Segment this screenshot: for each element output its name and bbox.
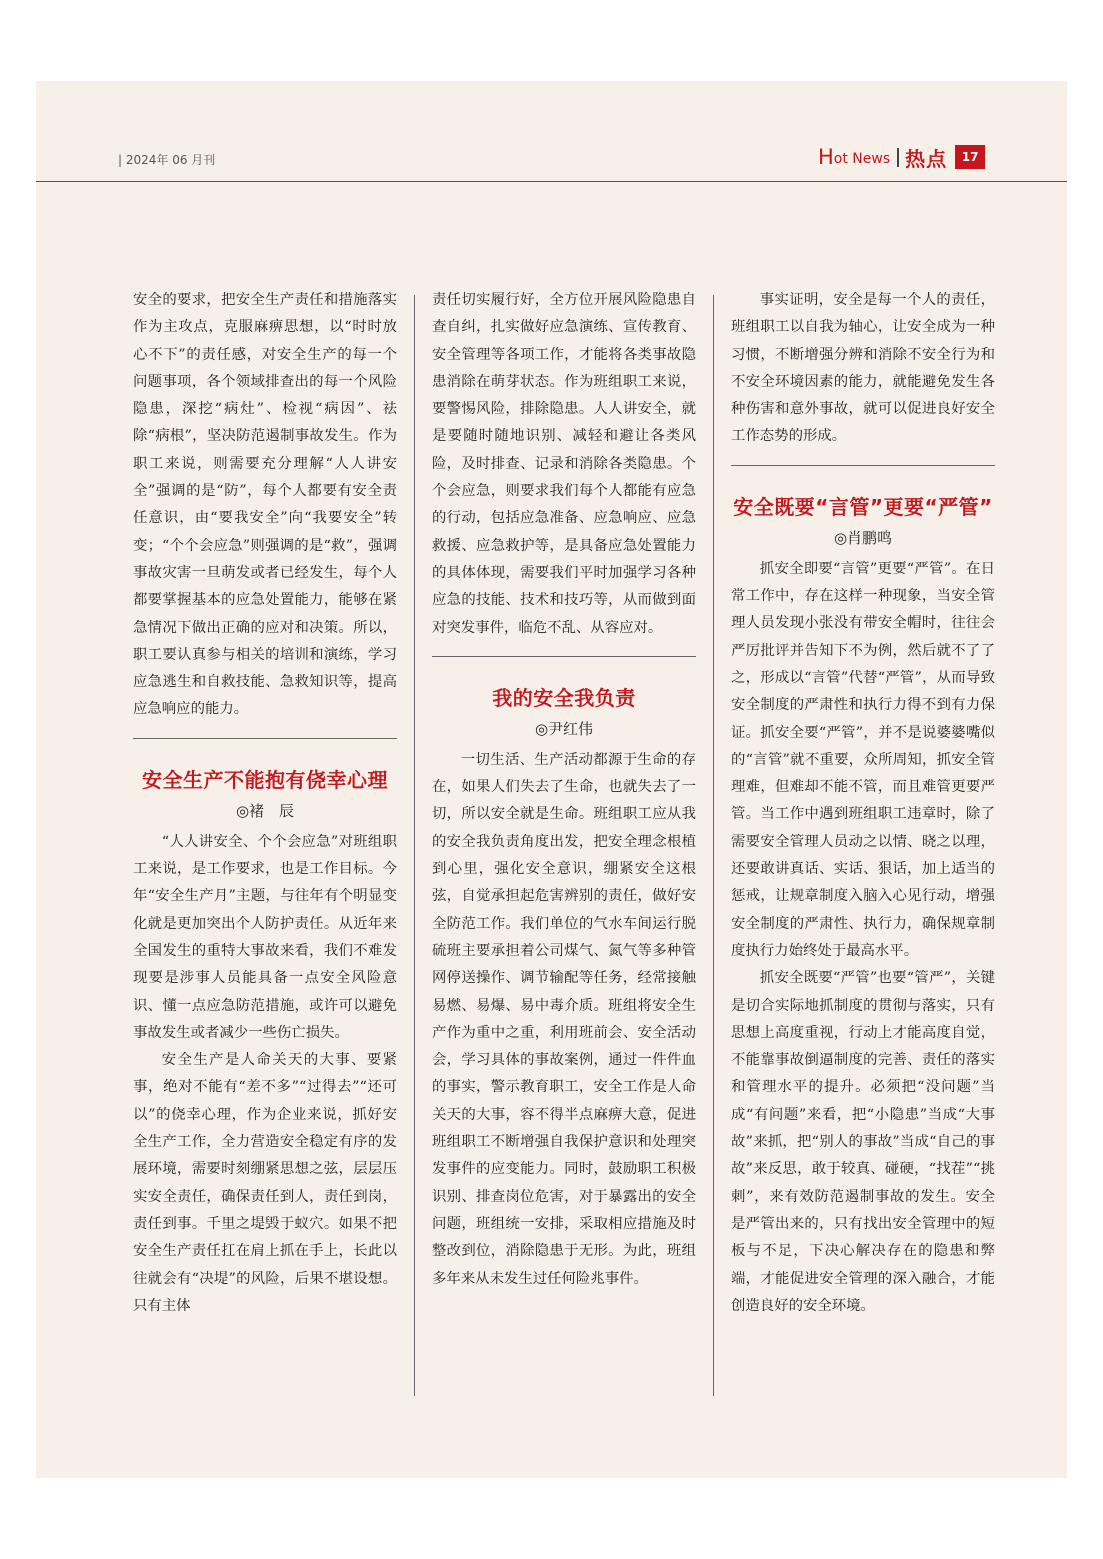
section-rule [731, 465, 995, 466]
section-header [818, 142, 985, 172]
hot-news-text: ot News [833, 150, 891, 167]
paragraph: 一切生活、生产活动都源于生命的存在，如果人们失去了生命，也就失去了一切，所以安全就是生命。班组职工应从我的安全我负责角度出发，把安全理念根植到心里，强化安全意识，绷紧安全这根弦，自觉承担起危害辨别的责任，做好安全防范工作。我们单位的气水车间运行脱硫班主要承担着公司煤气、氮气等多种管网停送操作、调节输配等任务，经常接触易燃、易爆、易中毒介质。班组将安全生产作为重中之重，利用班前会、安全活动会，学习具体的事故案例，通过一件件血的事实，警示教育职工，安全工作是人命关天的大事，容不得半点麻痹大意，促进班组职工不断增强自我保护意识和处理突发事件的应变能力。同时，鼓励职工积极识别、排查岗位危害，对于暴露出的安全问题，班组统一安排，采取相应措施及时整改到位，消除隐患于无形。为此，班组多年来从未发生过任何险兆事件。 [432, 751, 696, 1287]
section-title: 热点 [905, 146, 948, 171]
article-author: ◎尹红伟 [534, 719, 594, 738]
header-separator [897, 148, 899, 167]
paragraph: 责任切实履行好，全方位开展风险隐患自查自纠，扎实做好应急演练、宣传教育、安全管理等各项工作，才能将各类事故隐患消除在萌芽状态。作为班组职工来说，要警惕风险，排除隐患。人人讲安全，就是要随时随地识别、减轻和避让各类风险，及时排查、记录和消除各类隐患。个个会应急，则要求我们每个人都能有应急的行动，包括应急准备、应急响应、应急救援、应急救护等，是具备应急处置能力的具体体现，需要我们平时加强学习各种应急的技能、技术和技巧等，从而做到面对突发事件，临危不乱、从容应对。 [432, 292, 696, 636]
article-author: ◎褚 辰 [235, 801, 295, 820]
article-title: 安全既要“言管”更要“严管” [733, 494, 993, 519]
section-rule [133, 738, 397, 739]
paragraph: 事实证明，安全是每一个人的责任，班组职工以自我为轴心，让安全成为一种习惯，不断增强分辨和消除不安全行为和不安全环境因素的能力，就能避免发生各种伤害和意外事故，就可以促进良好安全工作态势的形成。 [731, 292, 995, 445]
page-number: 17 [955, 145, 985, 169]
paragraph: “人人讲安全、个个会应急”对班组职工来说，是工作要求，也是工作目标。今年“安全生产月”主题，与往年有个明显变化就是更加突出个人防护责任。从近年来全国发生的重特大事故来看，我们不难发现要是涉事人员能具备一点安全风险意识、懂一点应急防范措施，或许可以避免事故发生或者减少一些伤亡损失。 [133, 833, 397, 1041]
article-title: 我的安全我负责 [492, 685, 636, 710]
paragraph: 安全的要求，把安全生产责任和措施落实作为主攻点，克服麻痹思想，以“时时放心不下”的责任感，对安全生产的每一个问题事项，各个领域排查出的每一个风险隐患，深挖“病灶”、检视“病因”、祛除“病根”，坚决防范遏制事故发生。作为职工来说，则需要充分理解“人人讲安全”强调的是“防”，每个人都要有安全责任意识，由“要我安全”向“我要安全”转变；“个个会应急”则强调的是“救”，强调事故灾害一旦萌发或者已经发生，每个人都要掌握基本的应急处置能力，能够在紧急情况下做出正确的应对和决策。所以，职工要认真参与相关的培训和演练，学习应急逃生和自救技能、急救知识等，提高应急响应的能力。 [133, 292, 397, 718]
column-3 [731, 287, 995, 1320]
article-title: 安全生产不能抱有侥幸心理 [142, 767, 388, 792]
column-divider [414, 295, 415, 1396]
paragraph: 抓安全既要“严管”也要“管严”，关键是切合实际地抓制度的贯彻与落实，只有思想上高度重视，行动上才能高度自觉，不能靠事故倒逼制度的完善、责任的落实和管理水平的提升。必须把“没问题”当成“有问题”来看，把“小隐患”当成“大事故”来抓，把“别人的事故”当成“自己的事故”来反思，敢于较真、碰硬，“找茬”“挑刺”，来有效防范遏制事故的发生。安全是严管出来的，只有找出安全管理中的短板与不足，下决心解决存在的隐患和弊端，才能促进安全管理的深入融合，才能创造良好的安全环境。 [731, 970, 995, 1314]
issue-date: | 2024年 06 月刊 [118, 153, 216, 167]
column-2 [432, 287, 696, 1293]
hot-news-h: H [818, 145, 834, 169]
column-divider [713, 295, 714, 1396]
section-rule [432, 656, 696, 657]
article-author: ◎肖鹏鸣 [833, 528, 893, 547]
column-1 [133, 287, 397, 1320]
paragraph: 抓安全即要“言管”更要“严管”。在日常工作中，存在这样一种现象，当安全管理人员发现小张没有带安全帽时，往往会严厉批评并告知下不为例，然后就不了了之，形成以“言管”代替“严管”，从而导致安全制度的严肃性和执行力得不到有力保证。抓安全要“严管”，并不是说婆婆嘴似的“言管”就不重要，众所周知，抓安全管理难，但难却不能不管，而且难管更要严管。当工作中遇到班组职工违章时，除了需要安全管理人员动之以情、晓之以理，还要敢讲真话、实话、狠话，加上适当的惩戒，让规章制度入脑入心见行动，增强安全制度的严肃性、执行力，确保规章制度执行力始终处于最高水平。 [731, 560, 995, 959]
header-rule [36, 181, 1067, 182]
paragraph: 安全生产是人命关天的大事、要紧事，绝对不能有“差不多”“过得去”“还可以”的侥幸心理，作为企业来说，抓好安全生产工作，全力营造安全稳定有序的发展环境，需要时刻绷紧思想之弦，层层压实安全责任，确保责任到人，责任到岗，责任到事。千里之堤毁于蚁穴。如果不把安全生产责任扛在肩上抓在手上，长此以往就会有“决堤”的风险，后果不堪设想。只有主体 [133, 1052, 397, 1314]
